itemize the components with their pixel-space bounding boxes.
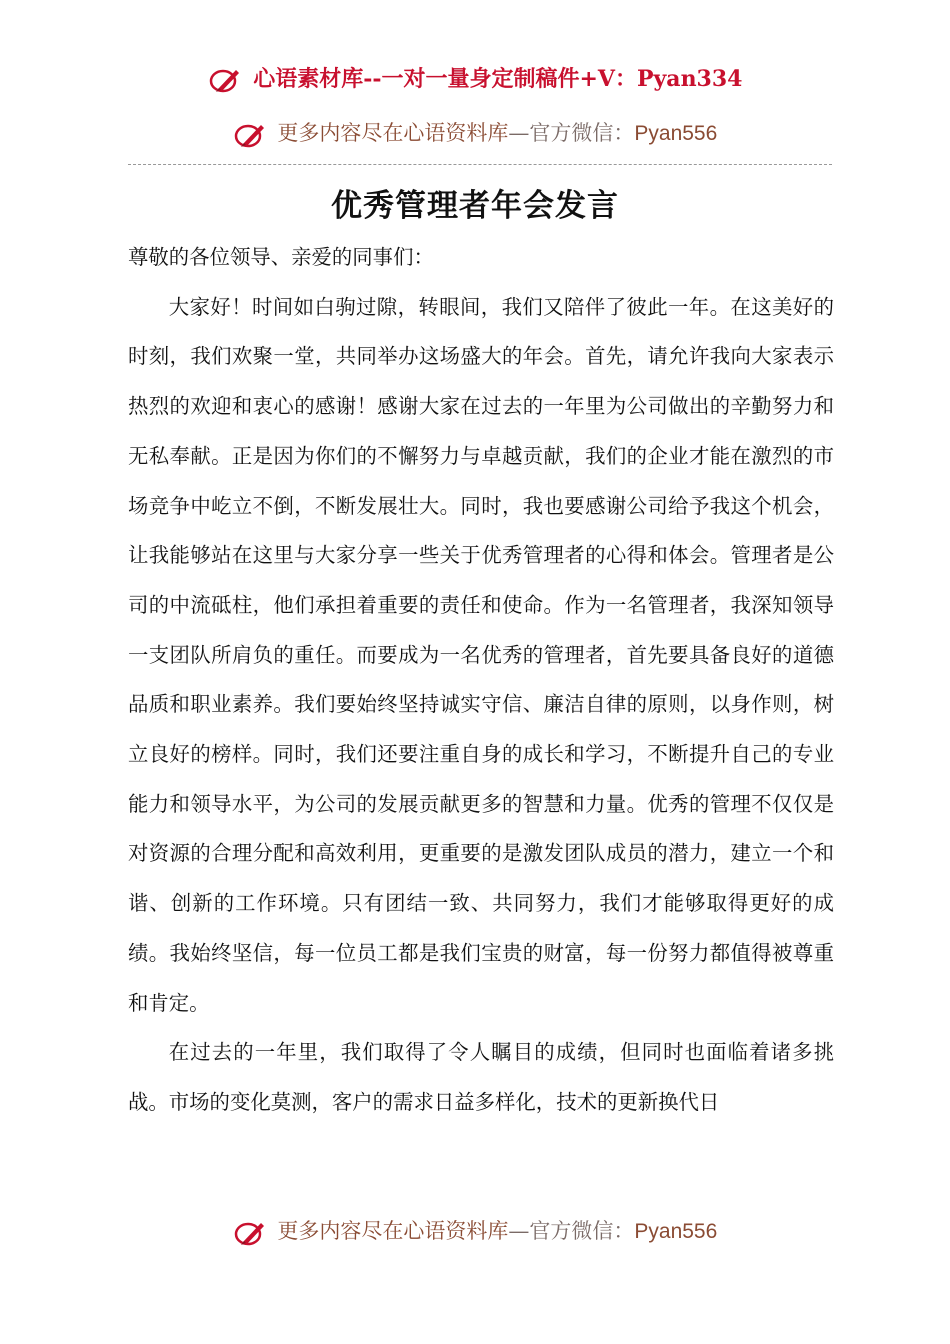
brand-slogan: 一对一量身定制稿件+V： [381, 66, 637, 92]
document-title: 优秀管理者年会发言 [331, 188, 619, 224]
document-body [128, 233, 834, 1128]
brand-name: 心语素材库 [253, 66, 364, 92]
body-paragraph: 在过去的一年里，我们取得了令人瞩目的成绩，但同时也面临着诸多挑战。市场的变化莫测，客户的需求日益多样化，技术的更新换代日 [128, 1040, 834, 1114]
body-paragraph: 大家好！时间如白驹过隙，转眼间，我们又陪伴了彼此一年。在这美好的时刻，我们欢聚一堂，共同举办这场盛大的年会。首先，请允许我向大家表示热烈的欢迎和衷心的感谢！感谢大家在过去的一年里为公司做出的辛勤努力和无私奉献。正是因为你们的不懈努力与卓越贡献，我们的企业才能在激烈的市场竞争中屹立不倒，不断发展壮大。同时，我也要感谢公司给予我这个机会，让我能够站在这里与大家分享一些关于优秀管理者的心得和体会。管理者是公司的中流砥柱，他们承担着重要的责任和使命。作为一名管理者，我深知领导一支团队所肩负的重任。而要成为一名优秀的管理者，首先要具备良好的道德品质和职业素养。我们要始终坚持诚实守信、廉洁自律的原则，以身作则，树立良好的榜样。同时，我们还要注重自身的成长和学习，不断提升自己的专业能力和领导水平，为公司的发展贡献更多的智慧和力量。优秀的管理不仅仅是对资源的合理分配和高效利用，更重要的是激发团队成员的潜力，建立一个和谐、创新的工作环境。只有团结一致、共同努力，我们才能够取得更好的成绩。我始终坚信，每一位员工都是我们宝贵的财富，每一份努力都值得被尊重和肯定。 [128, 294, 834, 1015]
header-promo-line [0, 117, 950, 150]
footer-promo-separator: —官方微信： [508, 1219, 635, 1243]
footer-promo-contact: Pyan556 [634, 1220, 718, 1243]
salutation: 尊敬的各位领导、亲爱的同事们： [128, 245, 434, 269]
pen-logo-icon [233, 1218, 267, 1248]
header-brand-line [0, 62, 950, 95]
promo-contact: Pyan556 [634, 122, 718, 145]
pen-logo-icon [208, 65, 242, 95]
footer-promo-text: 更多内容尽在心语资料库 [277, 1219, 509, 1243]
promo-separator: —官方微信： [508, 121, 635, 145]
footer-promo-line [0, 1215, 950, 1248]
brand-separator: -- [363, 66, 382, 92]
header-divider [128, 164, 832, 165]
pen-logo-icon [233, 120, 267, 150]
promo-text: 更多内容尽在心语资料库 [277, 121, 509, 145]
brand-contact: Pyan334 [636, 66, 743, 92]
